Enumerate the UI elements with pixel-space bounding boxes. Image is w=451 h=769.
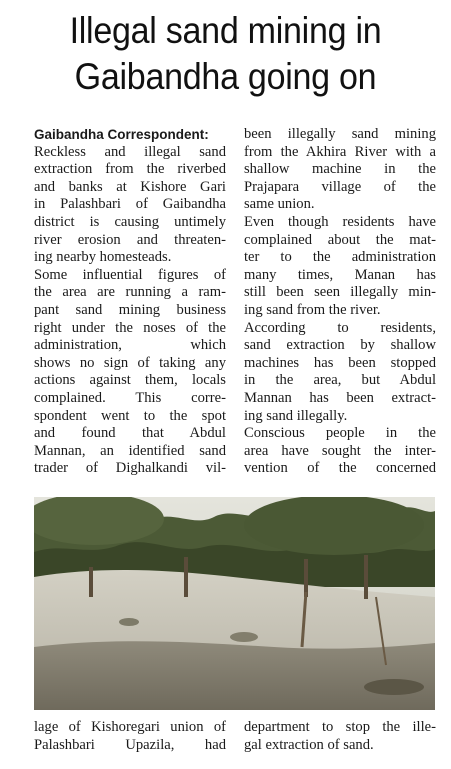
body-line: complained about the mat-: [244, 231, 436, 248]
body-line: According to residents,: [244, 319, 436, 336]
body-line: Even though residents have: [244, 213, 436, 230]
body-line: gal extraction of sand.: [244, 736, 374, 753]
body-line: and banks at Kishore Gari: [34, 178, 226, 195]
body-line: Prajapara village of the: [244, 178, 436, 195]
article-continuation-right: [244, 718, 436, 753]
body-line: Conscious people in the: [244, 425, 436, 442]
body-line: machines has been stopped: [244, 354, 436, 371]
body-line: and found that Abdul: [34, 425, 226, 442]
body-line: area have sought the inter-: [244, 442, 436, 459]
body-line: ing nearby homesteads.: [34, 249, 172, 266]
body-line: same union.: [244, 196, 315, 213]
body-line: lage of Kishoregari union of: [34, 719, 226, 735]
body-line: complained. This corre-: [34, 389, 226, 406]
body-line: ing sand from the river.: [244, 301, 381, 318]
body-line: the area are running a ram-: [34, 284, 226, 301]
body-line: actions against them, locals: [34, 372, 226, 389]
body-line: many times, Manan has: [244, 266, 436, 283]
body-line: in Palashbari of Gaibandha: [34, 196, 226, 213]
body-line: trader of Dighalkandi vil-: [34, 460, 226, 477]
body-line: vention of the concerned: [244, 460, 436, 477]
article-photo: [34, 497, 435, 710]
body-line: from the Akhira River with a: [244, 143, 436, 160]
body-line: Reckless and illegal sand: [34, 143, 226, 160]
article-column-right: [244, 126, 436, 478]
body-line: ing sand illegally.: [244, 407, 348, 424]
body-line: Mannan, an identified sand: [34, 442, 226, 459]
body-line: spondent went to the spot: [34, 407, 226, 424]
body-line: pant sand mining business: [34, 301, 226, 318]
body-line: department to stop the ille-: [244, 719, 436, 735]
body-line: sand extraction by shallow: [244, 337, 436, 354]
body-line: shallow machine in the: [244, 161, 436, 178]
body-line: district is causing untimely: [34, 213, 226, 230]
body-line: Palashbari Upazila, had: [34, 736, 226, 753]
headline: [18, 8, 433, 100]
body-line: Some influential figures of: [34, 266, 226, 283]
body-line: river erosion and threaten-: [34, 231, 226, 248]
body-line: administration, which: [34, 337, 226, 354]
headline-line-2: Gaibandha going on: [74, 56, 377, 97]
article-continuation-left: [34, 718, 226, 753]
body-line: shows no sign of taking any: [34, 354, 226, 371]
body-line: right under the noses of the: [34, 319, 226, 336]
body-line: Mannan has been extract-: [244, 389, 436, 406]
body-line: still been seen illegally min-: [244, 284, 436, 301]
body-line: ter to the administration: [244, 249, 436, 266]
body-line: extraction from the riverbed: [34, 161, 226, 178]
article-column-left: [34, 126, 226, 478]
byline: Gaibandha Correspondent:: [34, 127, 209, 142]
headline-line-1: Illegal sand mining in: [69, 10, 382, 51]
body-line: been illegally sand mining: [244, 126, 436, 142]
body-line: in the area, but Abdul: [244, 372, 436, 389]
